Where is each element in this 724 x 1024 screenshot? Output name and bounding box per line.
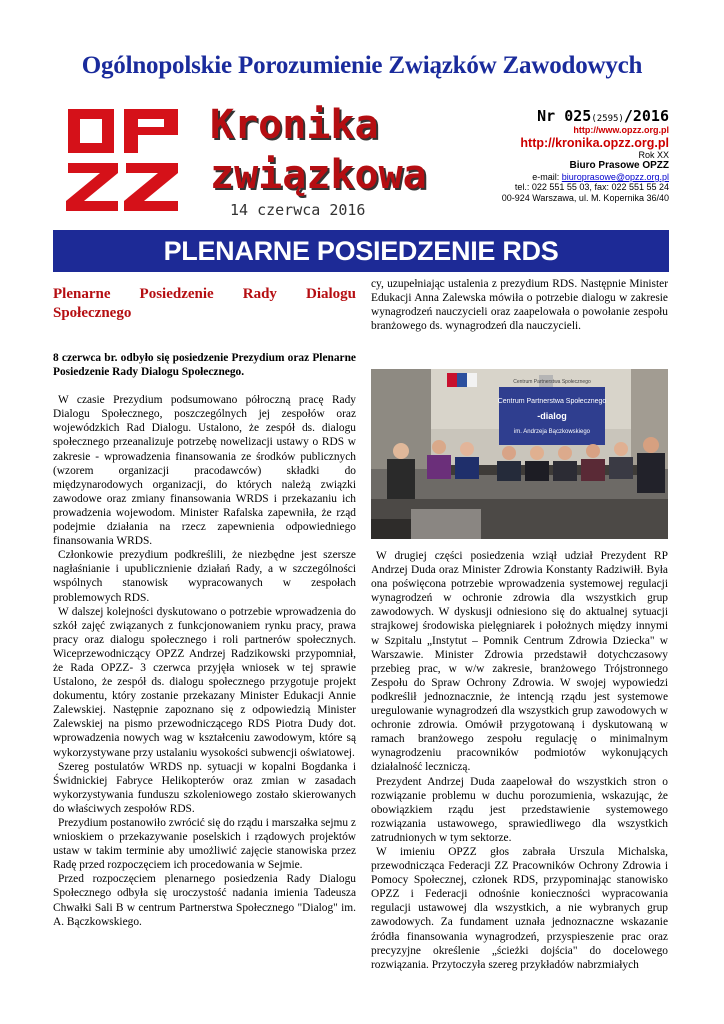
volume-year: Rok XX xyxy=(638,149,669,160)
phone-fax: tel.: 022 551 55 03, fax: 022 551 55 24 xyxy=(514,182,669,193)
press-office: Biuro Prasowe OPZZ xyxy=(569,160,669,172)
paragraph: cy, uzupełniając ustalenia z prezydium RDS. Następnie Minister Edukacji Anna Zalewska mówiła o potrzebie dialogu w zakresie wynagrodzeń nauczycieli oraz zaapelowała o powołanie zespołu branżowego ds. wynagrodzeń dla nauczycieli. xyxy=(371,278,668,333)
meeting-photo xyxy=(371,369,668,539)
photo-wall-subtitle: im. Andrzeja Bączkowskiego xyxy=(513,429,591,435)
paragraph: Prezydent Andrzej Duda zaapelował do wszystkich stron o rozwiązanie problemu w duchu porozumienia, wskazując, że obowiązkiem rządu jest przedstawienie systemowego rozwiązania ustawowego, sprawiedliwego dla wszystkich zatrudnionych w tym sektorze. xyxy=(371,775,668,844)
address: 00-924 Warszawa, ul. M. Kopernika 36/40 xyxy=(501,192,669,203)
email-line: e-mail: biuroprasowe@opzz.org.pl xyxy=(532,171,669,182)
article-lead: 8 czerwca br. odbyło się posiedzenie Prezydium oraz Plenarne Posiedzenie Rady Dialogu Społecznego. xyxy=(53,352,356,379)
photo-wall-logo: -dialog xyxy=(537,411,567,421)
photo-wall-text: Centrum Partnerstwa Społecznego xyxy=(497,398,607,405)
issue-info xyxy=(502,108,669,203)
issue-number: Nr 025(2595)/2016 xyxy=(537,107,669,125)
paragraph: Członkowie prezydium podkreślili, że niezbędne jest szersze nagłaśnianie i upublicznienie działań Rady, a w szczególności wspólnych stanowisk wypracowanych w zespołach problemowych RDS. xyxy=(53,549,356,604)
paragraph: W drugiej części posiedzenia wziął udział Prezydent RP Andrzej Duda oraz Minister Zdrowia Konstanty Radziwiłł. Była ona poświęcona potrzebie wprowadzenia systemowej regulacji wynagrodzeń w ochronie zdrowia dla wszystkich grup zawodowych. W dyskusji odniesiono się do aktualnej sytuacji strajkowej środowiska pielęgniarek i położnych między innymi w Szpitalu „Instytut – Pomnik Centrum Zdrowia Dziecka" w Warszawie. Minister Zdrowia przedstawił dotychczasowy przebieg prac, w w/w zakresie, branżowego Trójstronnego Zespołu do Spraw Ochrony Zdrowia. W swojej wypowiedzi podkreślił jednoznacznie, że intencją rządu jest systemowe uregulowanie wynagrodzeń dla wszystkich grup zawodowych w ochronie zdrowia. Omówił przygotowaną i dyskutowaną w ramach branżowego zespołu regulację o minimalnym wynagrodzeniu pracowników podmiotów wykonujących działalność leczniczą. xyxy=(371,550,668,774)
article-column-left xyxy=(53,285,356,929)
article-title: Plenarne Posiedzenie Rady Dialogu Społecznego xyxy=(53,286,356,321)
section-banner: PLENARNE POSIEDZENIE RDS xyxy=(53,230,669,272)
kronika-website-link[interactable]: http://kronika.opzz.org.pl xyxy=(520,135,669,150)
article-column-right-top xyxy=(371,277,668,333)
opzz-website-link[interactable]: http://www.opzz.org.pl xyxy=(573,125,669,136)
paragraph: W czasie Prezydium podsumowano półroczną pracę Rady Dialogu Społecznego, poszczególnych jej zespołów oraz wojewódzkich Rad Dialogu. Ustalono, że zespół ds. dialogu społecznego przeanalizuje potrzebę nowelizacji ustawy o RDS w zakresie - wprowadzenia finansowania ze środków publicznych (wzorem organizacji pracodawców) składki do międzynarodowych organizacji, do których należą związki zawodowe oraz zmiany finansowania WRDS i przekazaniu ich prowadzenia wojewodom. Minister Rafalska zapewniła, że rząd podejmie działania na rzecz zapewnienia odpowiedniego finansowania WRDS. xyxy=(53,394,356,548)
kronika-title-line2: związkowa xyxy=(210,152,427,198)
photo-sign-text: Centrum Partnerstwa Społecznego xyxy=(513,379,591,385)
article-column-right xyxy=(371,549,668,972)
paragraph: Szereg postulatów WRDS np. sytuacji w kopalni Bogdanka i Świdnickiej Fabryce Helikopterów oraz zmian w zasadach wykorzystywania funduszu szkoleniowego zostało skierowanych do właściwych zespołów RDS. xyxy=(53,760,356,815)
email-link[interactable]: biuroprasowe@opzz.org.pl xyxy=(561,171,669,182)
organization-title: Ogólnopolskie Porozumienie Związków Zawodowych xyxy=(81,52,643,79)
paragraph: Przed rozpoczęciem plenarnego posiedzenia Rady Dialogu Społecznego odbyła się uroczystość nadania imienia Tadeusza Chwałki Sali B w centrum Partnerstwa Społecznego "Dialog" im. A. Bączkowskiego. xyxy=(53,873,356,928)
paragraph: Prezydium postanowiło zwrócić się do rządu i marszałka sejmu z wnioskiem o przekazywanie poselskich i rządowych projektów ustaw w takim terminie aby umożliwić zajęcie stanowiska przez Radę przed rozpoczęciem ich procedowania w Sejmie. xyxy=(53,817,356,872)
opzz-logo xyxy=(60,105,190,215)
kronika-title-line1: Kronika xyxy=(210,102,379,148)
paragraph: W imieniu OPZZ głos zabrała Urszula Michalska, przewodnicząca Federacji ZZ Pracowników Ochrony Zdrowia i Pomocy Społecznej, członek RDS, przypominając stanowisko OPZZ i Federacji odnośnie konieczności wypracowania regulacji ustawowej dla wszystkich, a nie wybranych grup zawodowych. Za fundament uznała jednoznaczne wskazanie źródła finansowania wynagrodzeń, przyspieszenie prac oraz precyzyjne określenie „ścieżki dojścia" do docelowego rozwiązania. Przytoczyła szereg przykładów nabrzmiałych xyxy=(371,845,668,971)
issue-date: 14 czerwca 2016 xyxy=(230,201,366,219)
paragraph: W dalszej kolejności dyskutowano o potrzebie wprowadzenia do szkół zajęć związanych z funkcjonowaniem rynku pracy, prawa pracy oraz dialogu społecznego i roli partnerów społecznych. Wiceprzewodniczący OPZZ Andrzej Radzikowski przypomniał, że Rada OPZZ- 3 czerwca przyjęła wniosek w tej sprawie Ustalono, że zespół ds. dialogu społecznego przygotuje projekt dokumentu, który zostanie przekazany Minister Edukacji Annie Zalewskiej. Następnie zapoznano się z odpowiedzią Minister Zalewskiej na pismo przewodniczącego RDS Piotra Dudy dot. wprowadzenia nowych wag w kształceniu zawodowym, które są wykorzystywane przy ustalaniu wysokości subwencji oświatowej. xyxy=(53,605,356,759)
